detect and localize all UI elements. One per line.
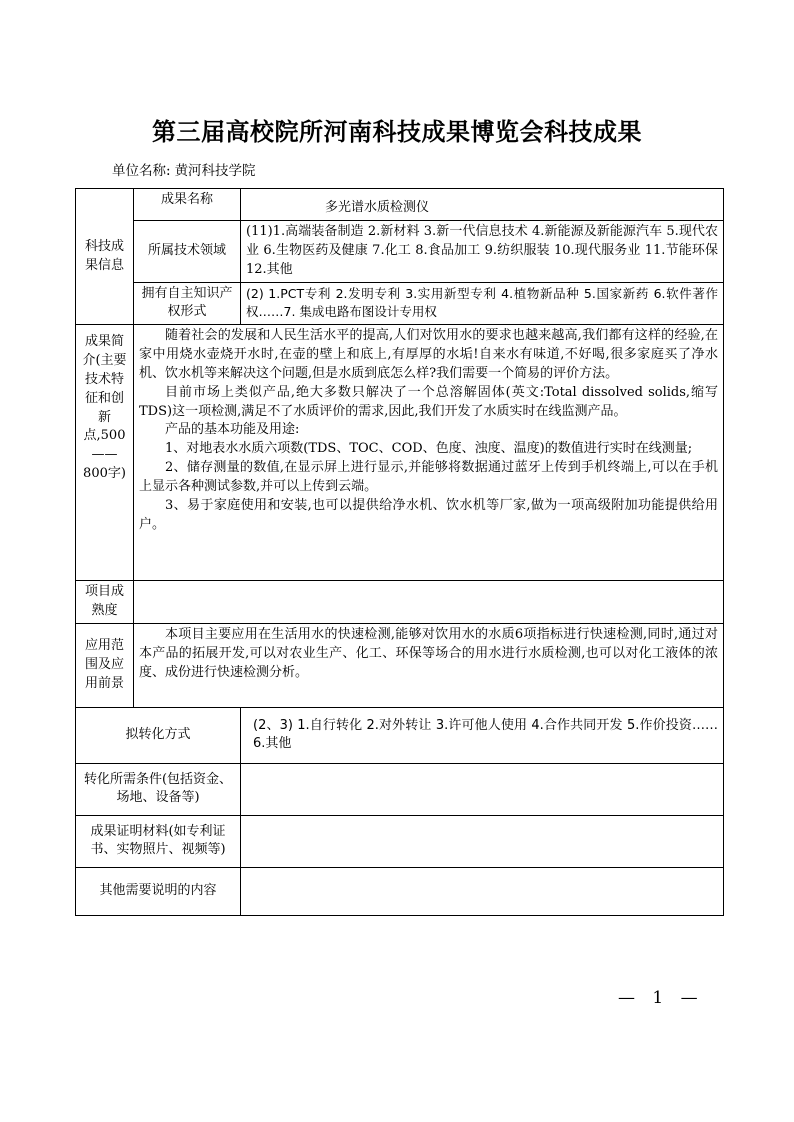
conditions-value bbox=[241, 763, 724, 815]
intro-paragraph: 产品的基本功能及用途: bbox=[165, 422, 300, 438]
application-label: 应用范围及应用前景 bbox=[76, 623, 134, 707]
other-label: 其他需要说明的内容 bbox=[76, 867, 241, 915]
intro-label: 成果简介(主要技术特征和创新点,500——800字) bbox=[76, 325, 134, 581]
intro-content bbox=[134, 325, 724, 581]
intro-paragraph: 目前市场上类似产品,绝大多数只解决了一个总溶解固体(英文:Total dissolved solids,缩写TDS)这一项检测,满足不了水质评价的需求,因此,我们开发了水质实时在线监测产品。 bbox=[139, 384, 718, 419]
transfer-value: (2、3) 1.自行转化 2.对外转让 3.许可他人使用 4.合作共同开发 5.作价投资……6.其他 bbox=[241, 707, 724, 763]
row-intro bbox=[76, 325, 724, 581]
maturity-label: 项目成熟度 bbox=[76, 581, 134, 624]
application-value: 本项目主要应用在生活用水的快速检测,能够对饮用水的水质6项指标进行快速检测,同时,通过对本产品的拓展开发,可以对农业生产、化工、环保等场合的用水进行水质检测,也可以对化工液体的浓度、成份进行快速检测分析。 bbox=[139, 626, 718, 680]
intro-paragraph: 3、易于家庭使用和安装,也可以提供给净水机、饮水机等厂家,做为一项高级附加功能提供给用户。 bbox=[139, 497, 718, 532]
row-evidence bbox=[76, 815, 724, 867]
field-value: (11)1.高端装备制造 2.新材料 3.新一代信息技术 4.新能源及新能源汽车 5.现代农业 6.生物医药及健康 7.化工 8.食品加工 9.纺织服装 10.现代服务业 11.节能环保 12.其他 bbox=[241, 221, 724, 283]
maturity-value bbox=[134, 581, 724, 624]
row-field bbox=[76, 221, 724, 283]
row-other bbox=[76, 867, 724, 915]
evidence-label: 成果证明材料(如专利证书、实物照片、视频等) bbox=[76, 815, 241, 867]
ip-label: 拥有自主知识产权形式 bbox=[134, 282, 241, 325]
row-maturity bbox=[76, 581, 724, 624]
unit-label: 单位名称: bbox=[112, 163, 171, 179]
document-title: 第三届高校院所河南科技成果博览会科技成果 bbox=[152, 118, 642, 146]
unit-value: 黄河科技学院 bbox=[174, 163, 256, 179]
row-conditions bbox=[76, 763, 724, 815]
unit-line bbox=[108, 159, 256, 179]
intro-paragraph: 随着社会的发展和人民生活水平的提高,人们对饮用水的要求也越来越高,我们都有这样的经验,在家中用烧水壶烧开水时,在壶的壁上和底上,有厚厚的水垢!自来水有味道,不好喝,很多家庭买了净水机、饮水机等来解决这个问题,但是水质到底怎么样?我们需要一个简易的评价方法。 bbox=[139, 328, 718, 381]
name-label: 成果名称 bbox=[134, 189, 241, 221]
application-content bbox=[134, 623, 724, 707]
evidence-value bbox=[241, 815, 724, 867]
intro-paragraph: 1、对地表水水质六项数(TDS、TOC、COD、色度、浊度、温度)的数值进行实时在线测量; bbox=[165, 441, 693, 457]
field-label: 所属技术领域 bbox=[134, 221, 241, 283]
achievement-table bbox=[75, 188, 724, 916]
row-transfer bbox=[76, 707, 724, 763]
page-number: — 1 — bbox=[618, 988, 704, 1008]
ip-value: (2) 1.PCT专利 2.发明专利 3.实用新型专利 4.植物新品种 5.国家新药 6.软件著作权……7. 集成电路布图设计专用权 bbox=[241, 282, 724, 325]
name-value: 多光谱水质检测仪 bbox=[241, 189, 724, 221]
row-ip bbox=[76, 282, 724, 325]
section-info-label: 科技成果信息 bbox=[76, 189, 134, 325]
transfer-label: 拟转化方式 bbox=[76, 707, 241, 763]
row-name bbox=[76, 189, 724, 221]
other-value bbox=[241, 867, 724, 915]
intro-paragraph: 2、储存测量的数值,在显示屏上进行显示,并能够将数据通过蓝牙上传到手机终端上,可以在手机上显示各种测试参数,并可以上传到云端。 bbox=[139, 460, 718, 494]
row-application bbox=[76, 623, 724, 707]
conditions-label: 转化所需条件(包括资金、场地、设备等) bbox=[76, 763, 241, 815]
